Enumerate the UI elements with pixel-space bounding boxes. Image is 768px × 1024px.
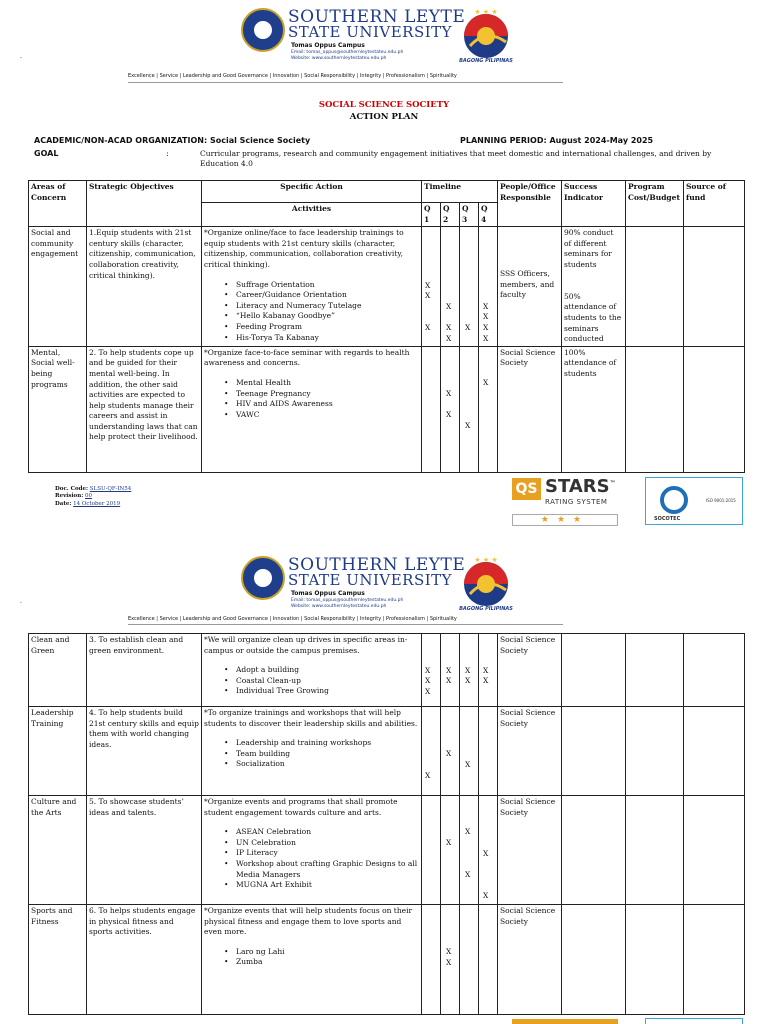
indicator-cell xyxy=(562,707,626,796)
campus-name: Tomas Oppus Campus xyxy=(291,590,365,597)
star-rating-icon: ★★★ xyxy=(512,514,618,526)
x-mark: X xyxy=(446,409,452,419)
activity-list xyxy=(204,280,419,344)
x-mark: X xyxy=(425,771,431,780)
university-name-line2: STATE UNIVERSITY xyxy=(288,23,453,41)
x-mark: X xyxy=(446,958,452,967)
date-label: Date: xyxy=(55,501,72,507)
people-cell: SSS Officers, members, and faculty xyxy=(498,227,562,347)
bagong-pilipinas-logo-icon xyxy=(458,6,514,58)
x-mark: X xyxy=(446,666,452,675)
q4-cell xyxy=(479,634,498,707)
q3-cell xyxy=(460,634,479,707)
iso-text: ISO 9001:2015 xyxy=(706,498,736,503)
header-timeline: Timeline xyxy=(422,181,498,203)
revision: 00 xyxy=(85,493,92,499)
qs-stars-badge xyxy=(512,478,618,528)
cost-cell xyxy=(626,634,684,707)
activity-intro: *Organize events that will help students focus on their physical fitness and engage them to love sports and even more. xyxy=(204,906,413,937)
objective-cell: 3. To establish clean and green environment. xyxy=(87,634,202,707)
activities-cell xyxy=(202,634,422,707)
activity-intro: *We will organize clean up drives in specific areas in-campus or outside the campus premises. xyxy=(204,635,408,655)
university-name-line2: STATE UNIVERSITY xyxy=(288,571,453,589)
activities-cell xyxy=(202,905,422,1015)
x-mark: X xyxy=(483,312,489,322)
area-cell: Clean and Green xyxy=(29,634,87,707)
header-fund: Source of fund xyxy=(684,181,745,227)
activities-cell xyxy=(202,227,422,347)
list-item: • IP Literacy xyxy=(204,848,419,859)
objective-cell: 1.Equip students with 21st century skills (character, citizenship, communication, collaboration creativity, critical thinking). xyxy=(87,227,202,347)
q2-cell xyxy=(441,707,460,796)
area-cell: Social and community engagement xyxy=(29,227,87,347)
list-item: • Feeding Program xyxy=(204,322,419,333)
organization-label: ACADEMIC/NON-ACAD ORGANIZATION: Social Science Society xyxy=(34,136,311,145)
cost-cell xyxy=(626,905,684,1015)
goal-label: GOAL xyxy=(34,149,59,158)
list-item: • Workshop about crafting Graphic Designs to all Media Managers xyxy=(204,859,419,880)
activities-cell xyxy=(202,346,422,472)
x-mark: X xyxy=(446,676,452,685)
trademark: ™ xyxy=(609,480,616,487)
university-seal-icon xyxy=(241,8,285,52)
q4-cell xyxy=(479,707,498,796)
page1-header xyxy=(0,0,768,86)
fund-cell xyxy=(684,227,745,347)
fund-cell xyxy=(684,346,745,472)
people-cell: Social Science Society xyxy=(498,707,562,796)
q1-cell xyxy=(422,796,441,905)
fund-cell xyxy=(684,905,745,1015)
stars-word: STARS xyxy=(545,476,610,497)
q3-cell xyxy=(460,346,479,472)
x-mark: X xyxy=(465,760,471,769)
indicator-cell: 100% attendance of students xyxy=(562,346,626,472)
socotec-badge-partial-icon xyxy=(645,1018,743,1024)
qs-logo-icon: QS xyxy=(512,478,541,500)
x-mark: X xyxy=(483,891,489,900)
q1-cell xyxy=(422,707,441,796)
x-mark: X xyxy=(446,323,452,333)
activity-intro: *Organize online/face to face leadership trainings to equip students with 21st century skills (character, citizenship, communication, collaboration creativity, critical thinking). xyxy=(204,228,404,269)
action-plan-table-page1 xyxy=(28,180,745,473)
x-mark: X xyxy=(483,302,489,312)
university-name-line1: SOUTHERN LEYTE xyxy=(288,555,466,575)
list-item: • MUGNA Art Exhibit xyxy=(204,880,419,891)
list-item: • ASEAN Celebration xyxy=(204,827,419,838)
x-mark: X xyxy=(465,827,471,836)
x-mark: X xyxy=(446,388,452,398)
activity-list xyxy=(204,827,419,891)
bagong-pilipinas-text: BAGONG PILIPINAS xyxy=(459,606,513,612)
list-item: • UN Celebration xyxy=(204,838,419,849)
indicator-cell xyxy=(562,905,626,1015)
header-cost: Program Cost/Budget xyxy=(626,181,684,227)
activities-cell xyxy=(202,796,422,905)
q2-cell xyxy=(441,905,460,1015)
activity-list xyxy=(204,378,419,420)
document-subtitle: ACTION PLAN xyxy=(349,112,419,122)
x-mark: X xyxy=(446,749,452,758)
x-mark: X xyxy=(483,323,489,333)
x-mark: X xyxy=(465,666,471,675)
revision-label: Revision: xyxy=(55,493,84,499)
objective-cell: 2. To help students cope up and be guided for their mental well-being. In addition, the other said activities are expected to help students manage their careers and assist in understanding laws that can help protect their livelihood. xyxy=(87,346,202,472)
stars-text xyxy=(545,476,616,497)
page2-header xyxy=(0,548,768,634)
q2-cell xyxy=(441,796,460,905)
list-item: • HIV and AIDS Awareness xyxy=(204,399,419,410)
x-mark: X xyxy=(446,947,452,956)
core-values: Excellence | Service | Leadership and Good Governance | Innovation | Social Responsibility | Integrity | Professionalism | Spirituality xyxy=(128,616,457,622)
area-cell: Leadership Training xyxy=(29,707,87,796)
fund-cell xyxy=(684,707,745,796)
cost-cell xyxy=(626,707,684,796)
list-item: • Teenage Pregnancy xyxy=(204,389,419,400)
q2-cell xyxy=(441,346,460,472)
header-activities: Activities xyxy=(202,203,422,227)
x-mark: X xyxy=(425,687,431,696)
activity-intro: *Organize events and programs that shall promote student engagement towards culture and arts. xyxy=(204,797,398,817)
people-cell: Social Science Society xyxy=(498,905,562,1015)
q4-cell xyxy=(479,905,498,1015)
campus-name: Tomas Oppus Campus xyxy=(291,42,365,49)
q1-cell xyxy=(422,227,441,347)
list-item: • Leadership and training workshops xyxy=(204,738,419,749)
table-row xyxy=(29,634,745,707)
table-row xyxy=(29,707,745,796)
socotec-text: SOCOTEC xyxy=(654,516,681,522)
email-text: Email: tomas_oppus@southernleytestateu.edu.ph xyxy=(291,50,404,55)
activity-intro: *To organize trainings and workshops that will help students to discover their leadership skills and abilities. xyxy=(204,708,418,728)
core-values: Excellence | Service | Leadership and Good Governance | Innovation | Social Responsibility | Integrity | Professionalism | Spirituality xyxy=(128,73,457,79)
margin-dot: . xyxy=(20,598,22,605)
q4-cell xyxy=(479,227,498,347)
document-title: SOCIAL SCIENCE SOCIETY xyxy=(318,100,450,110)
header-q4: Q 4 xyxy=(479,203,498,227)
header-indicator: Success Indicator xyxy=(562,181,626,227)
x-mark: X xyxy=(446,334,452,344)
bagong-pilipinas-logo-icon xyxy=(458,554,514,606)
goal-text: Curricular programs, research and community engagement initiatives that meet domestic and international challenges, and driven by Education 4.0 xyxy=(200,149,712,168)
list-item: • Team building xyxy=(204,749,419,760)
header-q3: Q 3 xyxy=(460,203,479,227)
q1-cell xyxy=(422,905,441,1015)
x-mark: X xyxy=(483,377,489,387)
email-text: Email: tomas_oppus@southernleytestateu.edu.ph xyxy=(291,598,404,603)
people-cell: Social Science Society xyxy=(498,346,562,472)
activity-intro: *Organize face-to-face seminar with regards to health awareness and concerns. xyxy=(204,347,410,368)
svg-text:★ ★ ★: ★ ★ ★ xyxy=(474,556,498,564)
header-q2: Q 2 xyxy=(441,203,460,227)
list-item: • Laro ng Lahi xyxy=(204,947,419,958)
x-mark: X xyxy=(483,334,489,344)
x-mark: X xyxy=(446,838,452,847)
margin-dot: . xyxy=(20,53,22,60)
x-mark: X xyxy=(465,676,471,685)
website-text: Website: www.southernleytestateu.edu.ph xyxy=(291,56,387,61)
x-mark: X xyxy=(446,302,452,312)
activities-cell xyxy=(202,707,422,796)
divider xyxy=(128,624,563,625)
socotec-badge xyxy=(645,477,743,525)
header-areas: Areas of Concern xyxy=(29,181,87,227)
x-mark: X xyxy=(465,323,471,333)
indicator-cell xyxy=(562,796,626,905)
list-item: • Zumba xyxy=(204,957,419,968)
list-item: • Individual Tree Growing xyxy=(204,686,419,697)
divider xyxy=(128,82,563,83)
objective-cell: 4. To help students build 21st century skills and equip them with world changing ideas. xyxy=(87,707,202,796)
activity-list xyxy=(204,738,419,770)
q4-cell xyxy=(479,346,498,472)
list-item: • Adopt a building xyxy=(204,665,419,676)
people-cell: Social Science Society xyxy=(498,796,562,905)
list-item: • “Hello Kabanay Goodbye” xyxy=(204,311,419,322)
q2-cell xyxy=(441,634,460,707)
x-mark: X xyxy=(483,676,489,685)
area-cell: Mental, Social well-being programs xyxy=(29,346,87,472)
q3-cell xyxy=(460,796,479,905)
fund-cell xyxy=(684,796,745,905)
action-plan-table-page2 xyxy=(28,633,745,1015)
table-row xyxy=(29,905,745,1015)
list-item: • Career/Guidance Orientation xyxy=(204,290,419,301)
goal-colon: : xyxy=(166,149,169,158)
indicator-cell xyxy=(562,634,626,707)
cost-cell xyxy=(626,227,684,347)
university-seal-icon xyxy=(241,556,285,600)
doc-code: SLSU-QF-IN54 xyxy=(89,486,132,492)
activity-list xyxy=(204,665,419,697)
cost-cell xyxy=(626,346,684,472)
doc-code-label: Doc. Code: xyxy=(55,486,89,492)
doc-date: 14 October 2019 xyxy=(73,501,121,507)
header-people: People/Office Responsible xyxy=(498,181,562,227)
bagong-pilipinas-text: BAGONG PILIPINAS xyxy=(459,58,513,64)
header-objectives: Strategic Objectives xyxy=(87,181,202,227)
x-mark: X xyxy=(425,676,431,685)
x-mark: X xyxy=(465,420,471,430)
table-row xyxy=(29,346,745,472)
area-cell: Sports and Fitness xyxy=(29,905,87,1015)
date-line xyxy=(55,501,120,509)
svg-text:★ ★ ★: ★ ★ ★ xyxy=(474,8,498,16)
cost-cell xyxy=(626,796,684,905)
activity-list xyxy=(204,947,419,968)
revision-line xyxy=(55,493,92,501)
fund-cell xyxy=(684,634,745,707)
university-name-line1: SOUTHERN LEYTE xyxy=(288,7,466,27)
table-row xyxy=(29,796,745,905)
q2-cell xyxy=(441,227,460,347)
x-mark: X xyxy=(465,870,471,879)
x-mark: X xyxy=(425,291,431,301)
list-item: • Socialization xyxy=(204,759,419,770)
list-item: • Suffrage Orientation xyxy=(204,280,419,291)
q1-cell xyxy=(422,634,441,707)
header-action: Specific Action xyxy=(202,181,422,203)
q4-cell xyxy=(479,796,498,905)
list-item: • VAWC xyxy=(204,410,419,421)
x-mark: X xyxy=(483,666,489,675)
list-item: • Coastal Clean-up xyxy=(204,676,419,687)
website-text: Website: www.southernleytestateu.edu.ph xyxy=(291,604,387,609)
x-mark: X xyxy=(425,281,431,291)
header-q1: Q 1 xyxy=(422,203,441,227)
people-cell: Social Science Society xyxy=(498,634,562,707)
objective-cell: 6. To helps students engage in physical fitness and sports activities. xyxy=(87,905,202,1015)
socotec-logo-icon xyxy=(660,486,688,514)
q1-cell xyxy=(422,346,441,472)
list-item: • His-Torya Ta Kabanay xyxy=(204,333,419,344)
indicator-cell: 90% conduct of different seminars for students 50% attendance of students to the seminars conducted xyxy=(562,227,626,347)
q3-cell xyxy=(460,905,479,1015)
table-row xyxy=(29,227,745,347)
x-mark: X xyxy=(425,323,431,333)
x-mark: X xyxy=(425,666,431,675)
objective-cell: 5. To showcase students’ ideas and talents. xyxy=(87,796,202,905)
q3-cell xyxy=(460,227,479,347)
qs-badge-partial-icon xyxy=(512,1019,618,1024)
x-mark: X xyxy=(483,849,489,858)
list-item: • Mental Health xyxy=(204,378,419,389)
rating-system-text: RATING SYSTEM xyxy=(545,498,608,506)
planning-period: PLANNING PERIOD: August 2024-May 2025 xyxy=(460,136,654,145)
q3-cell xyxy=(460,707,479,796)
area-cell: Culture and the Arts xyxy=(29,796,87,905)
list-item: • Literacy and Numeracy Tutelage xyxy=(204,301,419,312)
